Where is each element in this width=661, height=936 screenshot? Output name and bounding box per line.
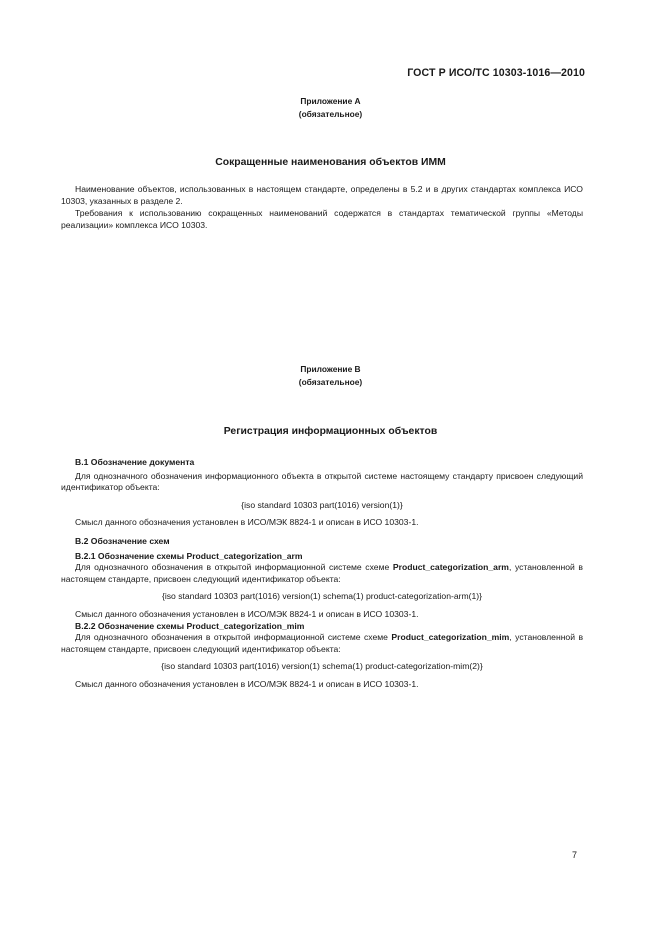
annex-b-heading <box>0 363 661 389</box>
annex-a-label: Приложение А <box>300 96 361 106</box>
annex-a-paragraph-1: Наименование объектов, использованных в настоящем стандарте, определены в 5.2 и в других стандартах комплекса ИСО 10303, указанных в разделе 2. <box>61 184 583 206</box>
section-b21-text-start: Для однозначного обозначения в открытой информационной системе схеме <box>75 562 393 573</box>
section-b22-text <box>61 632 583 655</box>
section-b21-heading: В.2.1 Обозначение схемы Product_categorization_arm <box>75 550 303 561</box>
section-b22-text-end: , установленной в настоящем стандарте, присвоен следующий идентификатор объекта: <box>61 632 584 654</box>
annex-a-paragraph-2: Требования к использованию сокращенных наименований содержатся в стандартах тематической группы «Методы реализации» комплекса ИСО 10303. <box>61 208 583 230</box>
section-b21-note: Смысл данного обозначения установлен в ИСО/МЭК 8824-1 и описан в ИСО 10303-1. <box>75 608 419 619</box>
annex-a-heading <box>0 95 661 121</box>
annex-b-body <box>61 457 583 691</box>
section-b21-text-end: , установленной в настоящем стандарте, присвоен следующий идентификатор объекта: <box>61 562 583 584</box>
section-b22-heading: В.2.2 Обозначение схемы Product_categorization_mim <box>75 620 305 631</box>
section-b22-text-start: Для однозначного обозначения в открытой информационной системе схеме <box>75 632 392 643</box>
annex-b-title: Регистрация информационных объектов <box>223 426 438 437</box>
section-b21-identifier: {iso standard 10303 part(1016) version(1) schema(1) product-categorization-arm(1)} <box>161 591 483 602</box>
section-b21-schema-name: Product_categorization_arm <box>392 562 509 573</box>
section-b1-identifier: {iso standard 10303 part(1016) version(1)} <box>241 499 403 510</box>
section-b2-heading: В.2 Обозначение схем <box>75 535 170 546</box>
section-b1-heading: В.1 Обозначение документа <box>75 457 195 467</box>
annex-a-body <box>61 184 583 231</box>
page-number: 7 <box>571 850 577 860</box>
section-b21-text <box>61 562 583 585</box>
annex-a-title: Сокращенные наименования объектов ИММ <box>215 157 446 168</box>
annex-a-status: (обязательное) <box>298 109 363 119</box>
section-b1-note: Смысл данного обозначения установлен в ИСО/МЭК 8824-1 и описан в ИСО 10303-1. <box>75 517 419 528</box>
annex-b-label: Приложение В <box>300 364 361 374</box>
section-b22-identifier: {iso standard 10303 part(1016) version(1) schema(1) product-categorization-mim(2)} <box>161 661 483 672</box>
section-b1-text: Для однозначного обозначения информационного объекта в открытой системе настоящему стандарту присвоен следующий идентификатор объекта: <box>61 470 583 493</box>
annex-b-status: (обязательное) <box>298 377 363 387</box>
document-code-header: ГОСТ Р ИСО/ТС 10303-1016—2010 <box>407 67 585 79</box>
section-b22-schema-name: Product_categorization_mim <box>391 632 510 643</box>
section-b22-note: Смысл данного обозначения установлен в ИСО/МЭК 8824-1 и описан в ИСО 10303-1. <box>75 678 419 689</box>
